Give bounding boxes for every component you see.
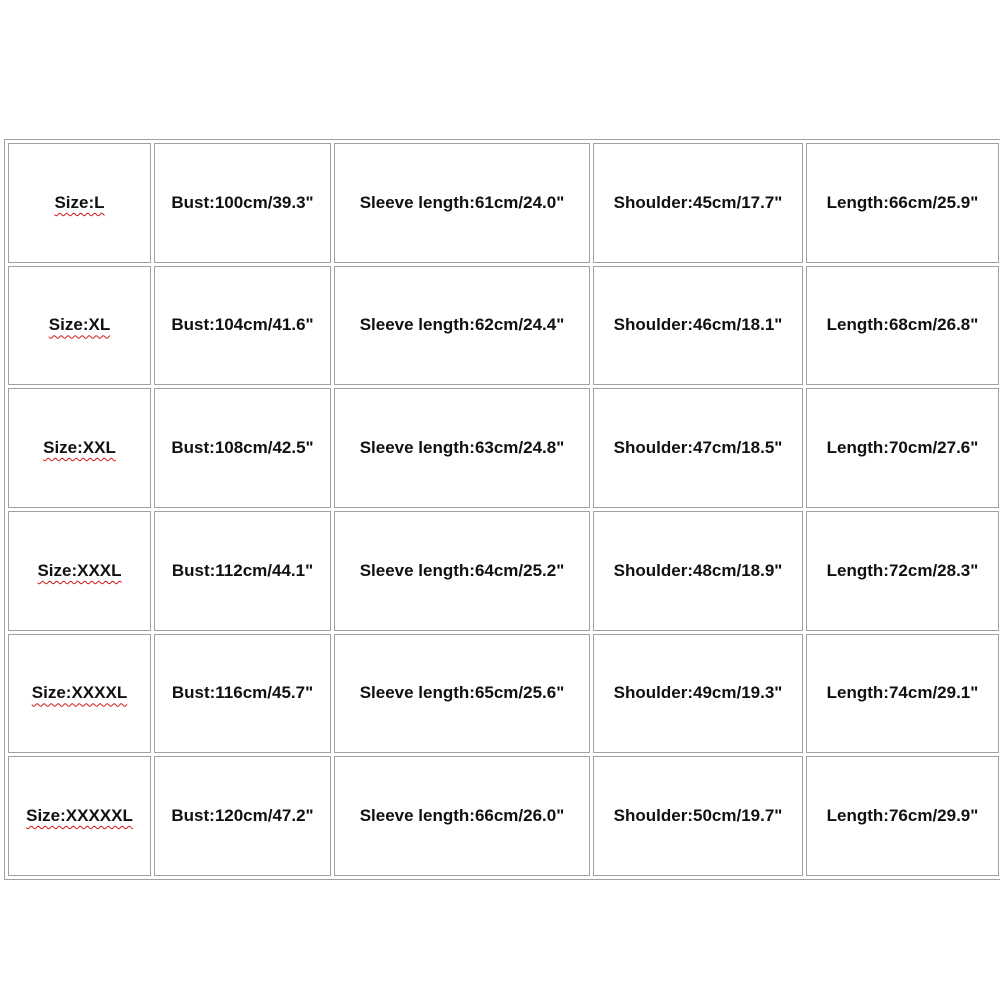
size-label: Size:XXXXXL xyxy=(26,806,133,826)
sleeve-length-cell: Sleeve length:66cm/26.0" xyxy=(334,756,590,876)
size-cell xyxy=(8,388,151,508)
table-row xyxy=(8,634,999,754)
table-row xyxy=(8,266,999,386)
shoulder-cell: Shoulder:49cm/19.3" xyxy=(593,634,803,754)
bust-cell: Bust:116cm/45.7" xyxy=(154,634,331,754)
length-cell: Length:68cm/26.8" xyxy=(806,266,999,386)
size-cell xyxy=(8,756,151,876)
sleeve-length-cell: Sleeve length:65cm/25.6" xyxy=(334,634,590,754)
shoulder-cell: Shoulder:50cm/19.7" xyxy=(593,756,803,876)
bust-cell: Bust:100cm/39.3" xyxy=(154,143,331,263)
length-cell: Length:76cm/29.9" xyxy=(806,756,999,876)
bust-cell: Bust:104cm/41.6" xyxy=(154,266,331,386)
bust-cell: Bust:120cm/47.2" xyxy=(154,756,331,876)
length-cell: Length:70cm/27.6" xyxy=(806,388,999,508)
shoulder-cell: Shoulder:45cm/17.7" xyxy=(593,143,803,263)
size-label: Size:XXL xyxy=(43,438,116,458)
shoulder-cell: Shoulder:48cm/18.9" xyxy=(593,511,803,631)
shoulder-cell: Shoulder:47cm/18.5" xyxy=(593,388,803,508)
size-label: Size:L xyxy=(54,192,105,212)
size-chart-table xyxy=(4,139,1000,880)
table-row xyxy=(8,143,999,263)
sleeve-length-cell: Sleeve length:61cm/24.0" xyxy=(334,143,590,263)
table-row xyxy=(8,756,999,876)
size-cell xyxy=(8,634,151,754)
length-cell: Length:66cm/25.9" xyxy=(806,143,999,263)
size-cell xyxy=(8,143,151,263)
bust-cell: Bust:112cm/44.1" xyxy=(154,511,331,631)
shoulder-cell: Shoulder:46cm/18.1" xyxy=(593,266,803,386)
sleeve-length-cell: Sleeve length:62cm/24.4" xyxy=(334,266,590,386)
size-label: Size:XXXXL xyxy=(31,683,128,703)
size-label: Size:XXXL xyxy=(37,560,122,580)
sleeve-length-cell: Sleeve length:64cm/25.2" xyxy=(334,511,590,631)
size-cell xyxy=(8,511,151,631)
table-row xyxy=(8,388,999,508)
size-label: Size:XL xyxy=(48,315,111,335)
length-cell: Length:72cm/28.3" xyxy=(806,511,999,631)
sleeve-length-cell: Sleeve length:63cm/24.8" xyxy=(334,388,590,508)
length-cell: Length:74cm/29.1" xyxy=(806,634,999,754)
table-row xyxy=(8,511,999,631)
size-cell xyxy=(8,266,151,386)
bust-cell: Bust:108cm/42.5" xyxy=(154,388,331,508)
